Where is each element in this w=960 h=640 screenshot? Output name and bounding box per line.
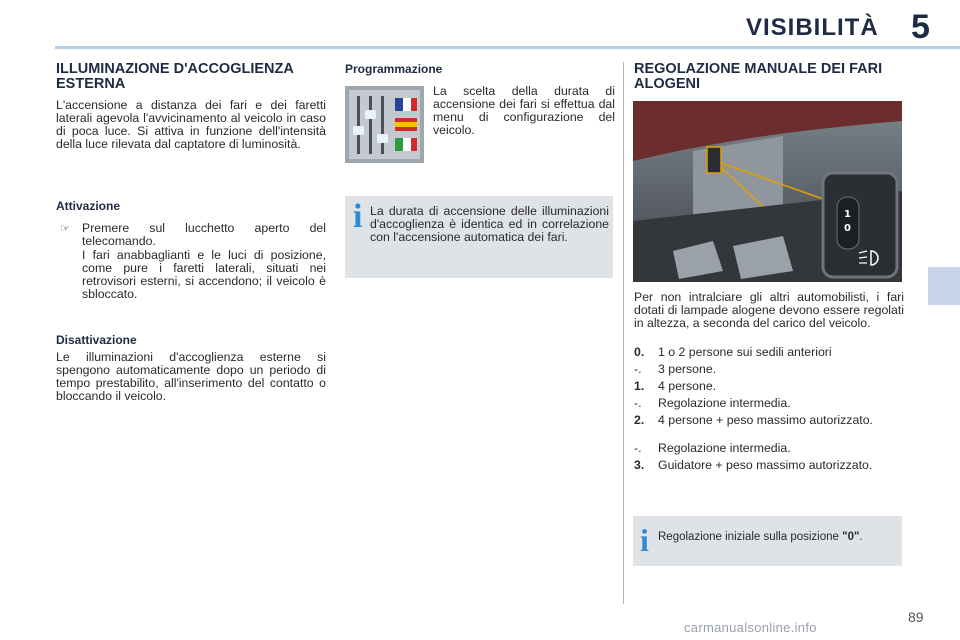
- programmazione-text: La scelta della durata di accensione dei fari si effettua dal menu di configurazione del veicolo.: [433, 84, 615, 137]
- activation-step: [60, 222, 326, 248]
- header-rule: [55, 46, 960, 49]
- section-title-accoglienza: ILLUMINAZIONE D'ACCOGLIENZA ESTERNA: [56, 61, 294, 92]
- list-item-key: 0.: [634, 345, 645, 359]
- info-text-end: .: [859, 531, 863, 543]
- dial-label-0: 0: [844, 223, 851, 234]
- chapter-tab: [928, 267, 960, 305]
- programmazione-info-text: La durata di accensione delle illuminazioni d'accoglienza è identica ed in correlazione con l'accensione automatica dei fari.: [370, 204, 609, 244]
- activation-title: Attivazione: [56, 199, 121, 213]
- list-item-text: Guidatore + peso massimo autorizzato.: [658, 458, 873, 472]
- list-item-text: Regolazione intermedia.: [658, 441, 791, 455]
- list-item-key: -.: [634, 441, 642, 455]
- list-item-text: 4 persone + peso massimo autorizzato.: [658, 413, 873, 427]
- activation-detail-text: I fari anabbaglianti e le luci di posizione, come pure i faretti laterali, situati nei retrovisori esterni, si accendono; il veicolo è sbloccato.: [82, 248, 326, 301]
- deactivation-text: Le illuminazioni d'accoglienza esterne si spengono automaticamente dopo un periodo di tempo prestabilito, all'inserimento del contatto o bloccando il veicolo.: [56, 350, 326, 403]
- column-divider: [623, 62, 624, 604]
- info-text-value: "0": [842, 531, 860, 543]
- regolazione-info-text: [658, 531, 898, 543]
- list-item-text: 4 persone.: [658, 379, 717, 393]
- settings-sliders-icon: [345, 86, 424, 163]
- programmazione-title: Programmazione: [345, 62, 443, 76]
- list-item-text: Regolazione intermedia.: [658, 396, 791, 410]
- list-item-key: 3.: [634, 458, 645, 472]
- info-icon: i: [353, 198, 363, 235]
- list-item-key: -.: [634, 362, 642, 376]
- list-item-key: 2.: [634, 413, 645, 427]
- deactivation-title: Disattivazione: [56, 333, 137, 347]
- activation-step-text: Premere sul lucchetto aperto del telecomando.: [82, 221, 326, 248]
- chapter-number: 5: [911, 8, 930, 46]
- list-item-key: -.: [634, 396, 642, 410]
- list-item: [634, 459, 904, 472]
- programmazione-info-box: [345, 196, 613, 278]
- activation-detail: [60, 249, 326, 301]
- list-item-text: 1 o 2 persone sui sedili anteriori: [658, 345, 832, 359]
- dial-label-1: 1: [844, 209, 851, 220]
- page-number: 89: [908, 609, 924, 625]
- pointing-hand-icon: ☞: [60, 223, 70, 235]
- list-item-text: 3 persone.: [658, 362, 717, 376]
- list-item: [634, 346, 904, 359]
- watermark: carmanualsonline.info: [684, 620, 817, 635]
- regolazione-info-box: [633, 516, 902, 566]
- accoglienza-intro: L'accensione a distanza dei fari e dei faretti laterali agevola l'avvicinamento al veicolo in caso di poca luce. Si attiva in funzione dell'intensità della luce rilevata dal captatore di luminosità.: [56, 98, 326, 151]
- headlamp-adjuster-photo: [633, 101, 902, 282]
- chapter-title: VISIBILITÀ: [746, 14, 879, 41]
- list-item: [634, 380, 904, 393]
- info-icon: i: [640, 522, 649, 558]
- list-item: [634, 414, 904, 427]
- regolazione-intro: Per non intralciare gli altri automobilisti, i fari dotati di lampade alogene devono essere regolati in altezza, a seconda del carico del veicolo.: [634, 290, 904, 330]
- info-text-lead: Regolazione iniziale sulla posizione: [658, 531, 843, 543]
- list-item: [634, 363, 904, 376]
- list-item-key: 1.: [634, 379, 645, 393]
- list-item: [634, 397, 904, 410]
- list-item: [634, 442, 904, 455]
- section-title-regolazione: REGOLAZIONE MANUALE DEI FARI ALOGENI: [634, 61, 883, 92]
